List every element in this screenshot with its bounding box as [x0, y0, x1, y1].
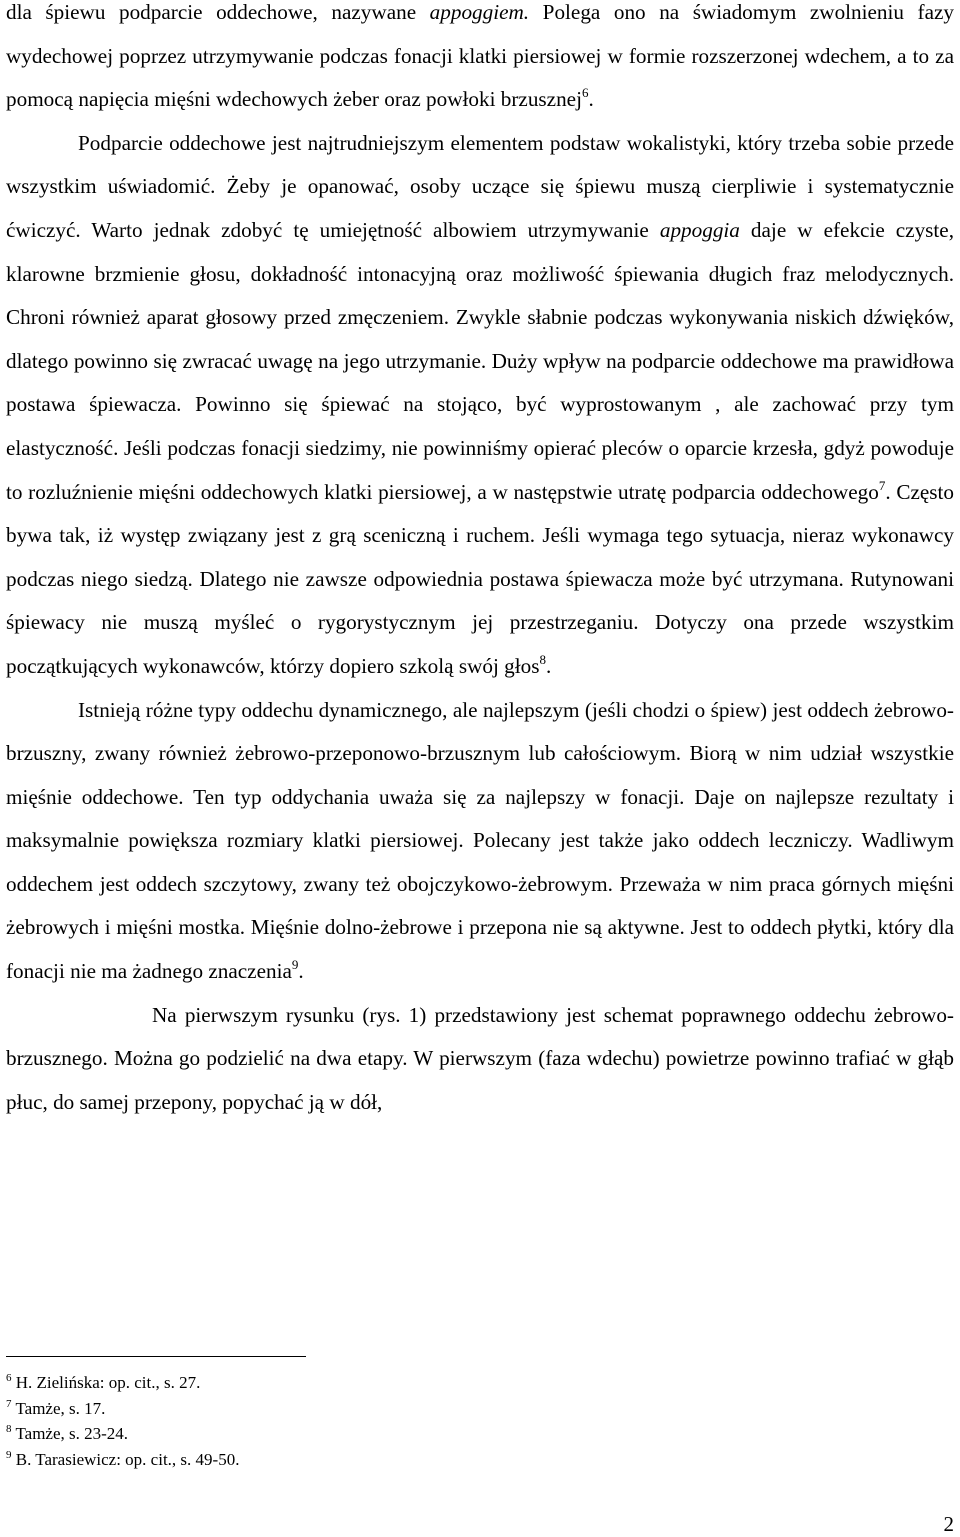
footnote: [6, 1370, 239, 1396]
footnote-text: B. Tarasiewicz: op. cit., s. 49-50.: [15, 1449, 240, 1469]
footnote-ref: 8: [539, 651, 546, 667]
italic-term: appoggia: [659, 217, 740, 242]
text-run: Polega ono na świadomym zwolnieniu fazy wydechowej poprzez utrzymywanie podczas fonacji klatki piersiowej w formie rozszerzonej wdechem, a to za pomocą napięcia mięśni wdechowych żeber oraz powłoki brzusznej: [6, 0, 955, 112]
paragraph: [6, 689, 954, 994]
paragraph: [6, 0, 954, 122]
footnote-number: 8: [6, 1423, 12, 1435]
text-run: daje w efekcie czyste, klarowne brzmienie głosu, dokładność intonacyjną oraz możliwość śpiewania długich fraz melodycznych. Chroni również aparat głosowy przed zmęczeniem. Zwykle słabnie podczas wykonywania niskich dźwięków, dlatego powinno się zwracać uwagę na jego utrzymanie. Duży wpływ na podparcie oddechowe ma prawidłowa postawa śpiewacza. Powinno się śpiewać na stojąco, być wyprostowanym , ale zachować przy tym elastyczność. Jeśli podczas fonacji siedzimy, nie powinniśmy opierać pleców o oparcie krzesła, gdyż powoduje to rozluźnienie mięśni oddechowych klatki piersiowej, a w następstwie utratę podparcia oddechowego: [6, 217, 954, 504]
footnote-text: Tamże, s. 23-24.: [15, 1424, 129, 1443]
italic-term: appoggiem.: [429, 0, 530, 24]
paragraph: [6, 994, 954, 1125]
footnotes: [6, 1370, 239, 1472]
footnote-text: H. Zielińska: op. cit., s. 27.: [15, 1373, 201, 1392]
footnote-number: 6: [6, 1372, 12, 1384]
text-run: . Często bywa tak, iż występ związany jest z grą sceniczną i ruchem. Jeśli wymaga tego sytuacja, nieraz wykonawcy podczas niego siedzą. Dlatego nie zawsze odpowiednia postawa śpiewacza może być utrzymana. Rutynowani śpiewacy nie muszą myśleć o rygorystycznym jej przestrzeganiu. Dotyczy ona przede wszystkim początkujących wykonawców, którzy dopiero szkolą swój głos: [6, 479, 954, 678]
footnote-ref: 7: [878, 477, 886, 493]
footnote: [6, 1421, 239, 1447]
paragraph: [6, 122, 954, 689]
text-run: dla śpiewu podparcie oddechowe, nazywane: [6, 0, 430, 24]
footnote-text: Tamże, s. 17.: [15, 1398, 106, 1418]
footnote-ref: 9: [291, 957, 299, 973]
text-run: .: [588, 87, 594, 112]
footnote: [6, 1396, 239, 1422]
footnote-ref: 6: [581, 85, 589, 101]
footnote: [6, 1447, 239, 1473]
text-run: Istnieją różne typy oddechu dynamicznego, ale najlepszym (jeśli chodzi o śpiew) jest oddech żebrowo-brzuszny, zwany również żebrowo-przeponowo-brzusznym lub całościowym. Biorą w nim udział wszystkie mięśnie oddechowe. Ten typ oddychania uważa się za najlepszy w fonacji. Daje on najlepsze rezultaty i maksymalnie powiększa rozmiary klatki piersiowej. Polecany jest także jako oddech leczniczy. Wadliwym oddechem jest oddech szczytowy, zwany też obojczykowo-żebrowym. Przeważa w nim praca górnych mięśni żebrowych i mięśni mostka. Mięśnie dolno-żebrowe i przepona nie są aktywne. Jest to oddech płytki, który dla fonacji nie ma żadnego znaczenia: [6, 697, 954, 984]
text-run: .: [298, 959, 304, 984]
document-body: [6, 0, 954, 1124]
footnote-number: 7: [6, 1397, 12, 1410]
page-number: 2: [943, 1512, 954, 1536]
footnote-number: 9: [6, 1448, 12, 1461]
footnote-separator: [6, 1356, 306, 1357]
text-run: Podparcie oddechowe jest najtrudniejszym elementem podstaw wokalistyki, który trzeba sobie przede wszystkim uświadomić. Żeby je opanować, osoby uczące się śpiewu muszą cierpliwie i systematycznie ćwiczyć. Warto jednak zdobyć tę umiejętność albowiem utrzymywanie: [6, 130, 954, 242]
text-run: Na pierwszym rysunku (rys. 1) przedstawiony jest schemat poprawnego oddechu żebrowo-brzusznego. Można go podzielić na dwa etapy. W pierwszym (faza wdechu) powietrze powinno trafiać w głąb płuc, do samej przepony, popychać ją w dół,: [6, 1002, 954, 1114]
text-run: .: [545, 653, 552, 678]
